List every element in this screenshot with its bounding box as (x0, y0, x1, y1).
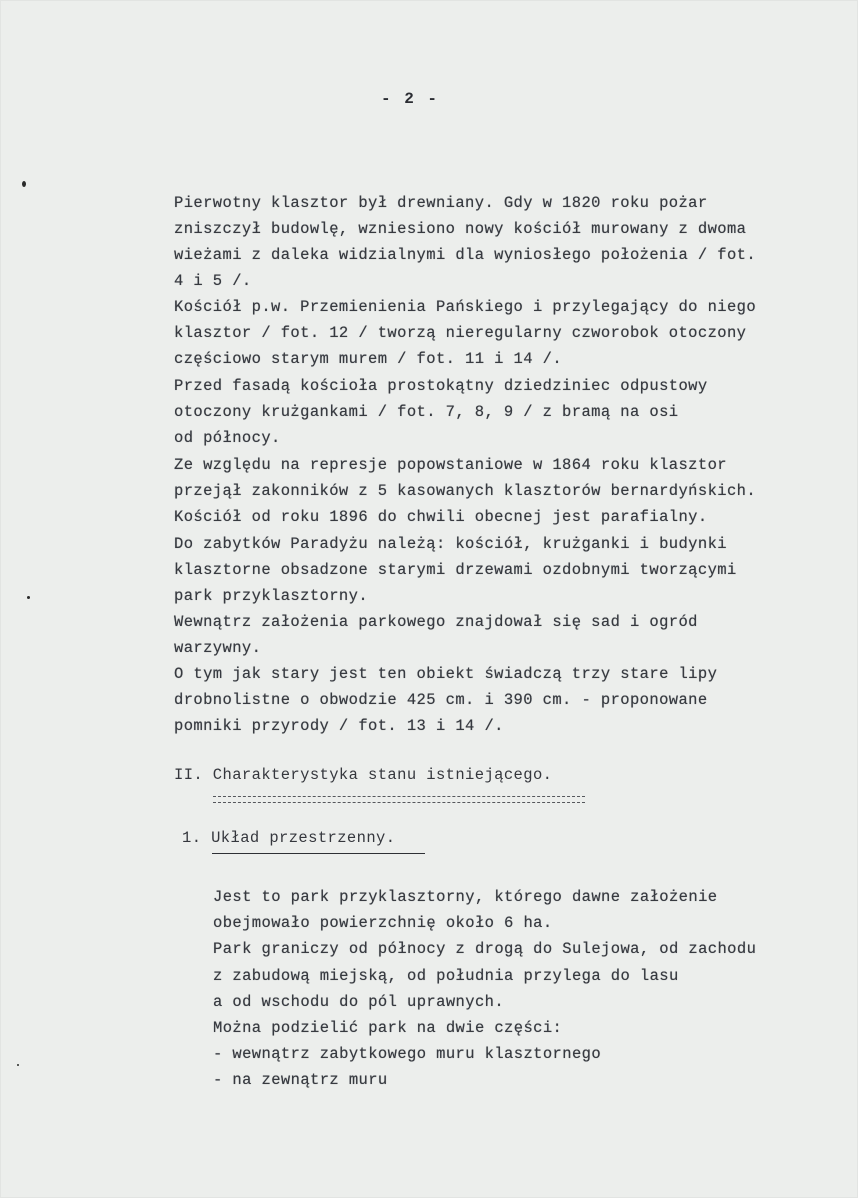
subsection-heading: 1. Układ przestrzenny. (182, 829, 396, 847)
margin-speck (27, 596, 30, 599)
text-line: 4 i 5 /. (174, 272, 252, 290)
text-line: obejmowało powierzchnię około 6 ha. (213, 914, 553, 932)
text-line: od północy. (174, 429, 281, 447)
text-line: pomniki przyrody / fot. 13 i 14 /. (174, 717, 504, 735)
text-line: przejął zakonników z 5 kasowanych klasztorów bernardyńskich. (174, 482, 757, 500)
text-line: Do zabytków Paradyżu należą: kościół, krużganki i budynki (174, 535, 727, 553)
text-line: Jest to park przyklasztorny, którego dawne założenie (213, 888, 718, 906)
text-line: Ze względu na represje popowstaniowe w 1864 roku klasztor (174, 456, 727, 474)
text-line: otoczony krużgankami / fot. 7, 8, 9 / z bramą na osi (174, 403, 679, 421)
text-line: warzywny. (174, 639, 262, 657)
section-heading: II. Charakterystyka stanu istniejącego. (174, 766, 553, 784)
text-line: Można podzielić park na dwie części: (213, 1019, 563, 1037)
text-line: Wewnątrz założenia parkowego znajdował się sad i ogród (174, 613, 698, 631)
margin-speck (22, 181, 26, 187)
list-item: - wewnątrz zabytkowego muru klasztornego (213, 1045, 602, 1063)
text-line: O tym jak stary jest ten obiekt świadczą trzy stare lipy (174, 665, 718, 683)
subsection-heading-underline (212, 853, 425, 854)
text-line: park przyklasztorny. (174, 587, 369, 605)
text-line: klasztor / fot. 12 / tworzą nieregularny czworobok otoczony (174, 324, 747, 342)
text-line: częściowo starym murem / fot. 11 i 14 /. (174, 350, 563, 368)
text-line: drobnolistne o obwodzie 425 cm. i 390 cm. - proponowane (174, 691, 708, 709)
text-line: Przed fasadą kościoła prostokątny dziedziniec odpustowy (174, 377, 708, 395)
margin-speck (17, 1064, 19, 1066)
text-line: a od wschodu do pól uprawnych. (213, 993, 505, 1011)
text-line: Kościół p.w. Przemienienia Pańskiego i przylegający do niego (174, 298, 757, 316)
page-number: - 2 - (381, 90, 440, 108)
text-line: wieżami z daleka widzialnymi dla wyniosłego położenia / fot. (174, 246, 757, 264)
text-line: Pierwotny klasztor był drewniany. Gdy w 1820 roku pożar (174, 194, 708, 212)
text-line: z zabudową miejską, od południa przylega do lasu (213, 967, 679, 985)
text-line: zniszczył budowlę, wzniesiono nowy kościół murowany z dwoma (174, 220, 747, 238)
list-item: - na zewnątrz muru (213, 1071, 388, 1089)
section-heading-underline (213, 796, 585, 803)
text-line: klasztorne obsadzone starymi drzewami ozdobnymi tworzącymi (174, 561, 737, 579)
text-line: Kościół od roku 1896 do chwili obecnej jest parafialny. (174, 508, 708, 526)
text-line: Park graniczy od północy z drogą do Sulejowa, od zachodu (213, 940, 757, 958)
